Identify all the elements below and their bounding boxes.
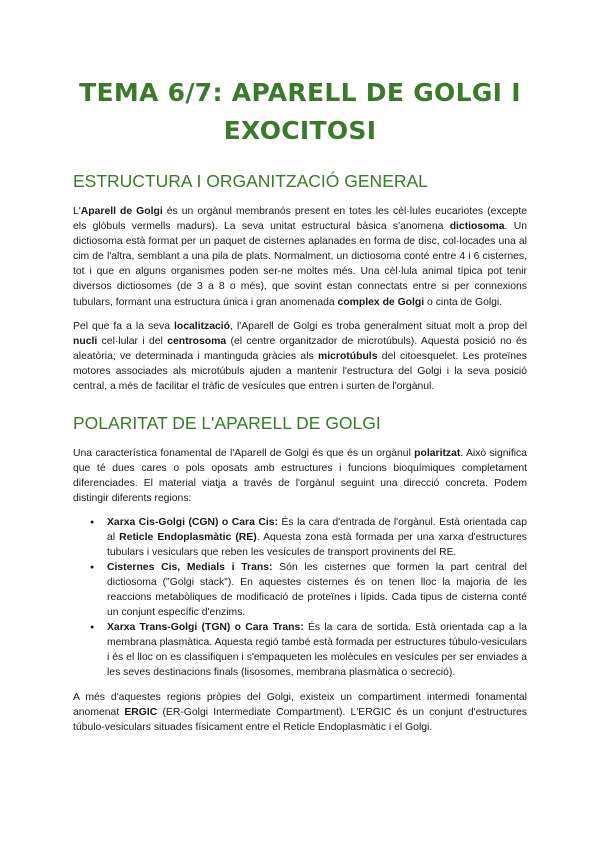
bold-term: Reticle Endoplasmàtic (RE) (119, 531, 257, 543)
text-run: (el centre organitzador de microtúbuls). Aquesta posició no és aleatòria; ve determinada i mantinguda gràcies als (73, 335, 527, 362)
bold-term: Aparell de Golgi (80, 206, 163, 217)
text-run: Són les cisternes que formen la part central del dictiosoma ("Golgi stack"). En aquestes cisternes és on tenen lloc la majoria de les reaccions metabòliques de modificació de proteïnes i lípids. Cada tipus de cisterna conté un conjunt específic d'enzims. (107, 561, 527, 619)
text-run: L' (73, 206, 81, 217)
bold-term: nucli (73, 335, 98, 347)
text-run: (ER-Golgi Intermediate Compartment). L'ERGIC és un conjunt d'estructures túbulo-vesiculars situades físicament entre el Reticle Endoplasmàtic i el Golgi. (73, 706, 527, 733)
title-line-2: EXOCITOSI (223, 116, 377, 145)
text-run: A més d'aquestes regions pròpies del Golgi, existeix un compartiment intermedi fonamental anomenat (73, 691, 527, 718)
list-item-cis-golgi (107, 515, 527, 560)
bold-term: Cisternes Cis, Medials i Trans: (107, 561, 273, 573)
bold-term: complex de Golgi (337, 296, 425, 308)
list-item-cisternes (107, 560, 527, 620)
bold-term: Xarxa Trans-Golgi (TGN) o Cara Trans: (107, 622, 304, 634)
paragraph-ergic (73, 690, 527, 735)
text-run: . Això significa que té dues cares o pols oposats amb estructures i funcions bioquímiques completament diferenciades. El material viatja a través de l'orgànul seguint una direcció concreta. Podem distingir diferents regions: (73, 448, 527, 505)
bold-term: localització (174, 320, 231, 332)
text-run: . Aquesta zona està formada per una xarxa d'estructures tubulars i vesiculars que reben les vesícules de transport provinents del RE. (107, 531, 528, 558)
section-heading-structure: ESTRUCTURA I ORGANITZACIÓ GENERAL (73, 171, 428, 191)
text-run: o cinta de Golgi. (424, 296, 503, 308)
bold-term: microtúbuls (318, 350, 378, 362)
text-run: . Un dictiosoma està format per un paquet de cisternes aplanades en forma de disc, col·locades una al cim de l'altra, semblant a una pila de plats. Normalment, un dictiosoma conté entre 4 i 6 cisternes, tot i que en alguns organismes poden ser-ne moltes més. Una cèl·lula animal típica pot tenir diversos dictiosomes (de 3 a 8 o més), que sovint estan connectats entre si per connexions tubulars, formant una estructura única i gran anomenada (73, 221, 527, 308)
paragraph-polarity-intro (73, 446, 527, 506)
section-heading-polarity: POLARITAT DE L'APARELL DE GOLGI (73, 413, 381, 434)
text-run: és un orgànul membranós present en totes les cèl·lules eucariotes (excepte els glòbuls vermells madurs). La seva unitat estructural bàsica s'anomena (73, 206, 527, 233)
bold-term: dictiosoma (449, 221, 505, 233)
page-title (73, 74, 527, 150)
text-run: És la cara de sortida. Està orientada cap a la membrana plasmàtica. Aquesta regió també està formada per estructures túbulo-vesiculars i és el lloc on es classifiquen i s'empaqueten les molècules en vesícules per ser enviades a les seves destinacions finals (lisosomes, membrana plasmàtica o secreció). (107, 622, 527, 679)
title-line-1: TEMA 6/7: APARELL DE GOLGI I (79, 78, 521, 107)
paragraph-structure-1 (73, 204, 527, 310)
text-run: És la cara d'entrada de l'orgànul. Està orientada cap al (107, 516, 527, 543)
text-run: Una característica fonamental de l'Aparell de Golgi és que és un orgànul (73, 448, 415, 460)
bold-term: Xarxa Cis-Golgi (CGN) o Cara Cis: (107, 516, 278, 528)
text-run: cel·lular i del (97, 335, 168, 347)
text-run: Pel que fa a la seva (73, 320, 175, 332)
text-run: del citoesquelet. Les proteïnes motores associades als microtúbuls ajuden a mantenir l'estructura del Golgi i la seva posició central, a més de facilitar el tràfic de vesícules que entren i surten de l'orgànul. (73, 350, 527, 393)
text-run: , l'Aparell de Golgi es troba generalment situat molt a prop del (230, 320, 528, 332)
paragraph-structure-2 (73, 319, 527, 394)
bold-term: centrosoma (167, 335, 227, 347)
polarity-regions-list (73, 515, 527, 681)
list-item-trans-golgi (107, 620, 527, 680)
bold-term: ERGIC (124, 706, 158, 718)
bold-term: polaritzat (414, 448, 461, 460)
